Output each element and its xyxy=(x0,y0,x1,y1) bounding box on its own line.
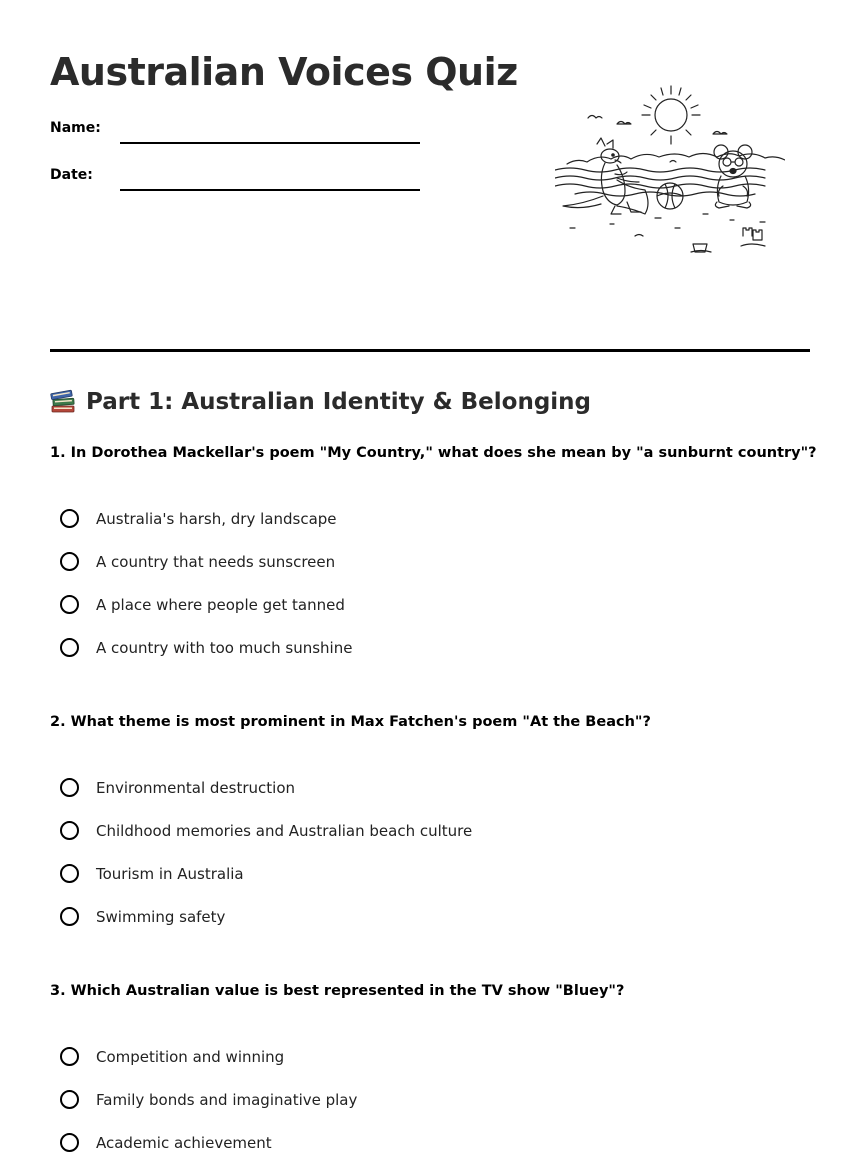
radio-button[interactable] xyxy=(60,864,79,883)
answer-option-label: Family bonds and imaginative play xyxy=(96,1090,358,1109)
radio-button[interactable] xyxy=(60,821,79,840)
answer-option-label: Tourism in Australia xyxy=(96,864,244,883)
page-title: Australian Voices Quiz xyxy=(50,50,518,94)
header-divider xyxy=(50,349,810,352)
answer-option[interactable] xyxy=(60,583,352,626)
answer-option[interactable] xyxy=(60,809,472,852)
kangaroo-koala-beach-illustration xyxy=(555,78,785,260)
answer-option[interactable] xyxy=(60,1078,357,1121)
answer-option[interactable] xyxy=(60,626,352,669)
radio-button[interactable] xyxy=(60,907,79,926)
answer-option[interactable] xyxy=(60,766,472,809)
answer-option-label: Academic achievement xyxy=(96,1133,272,1152)
answer-option-label: A place where people get tanned xyxy=(96,595,345,614)
books-icon xyxy=(50,389,76,415)
question-1-options xyxy=(60,497,352,669)
question-3 xyxy=(50,983,810,1152)
answer-option-label: A country that needs sunscreen xyxy=(96,552,336,571)
question-3-text: 3. Which Australian value is best represented in the TV show "Bluey"? xyxy=(50,983,625,999)
question-1 xyxy=(50,445,817,657)
question-2 xyxy=(50,714,810,926)
radio-button[interactable] xyxy=(60,778,79,797)
date-field[interactable] xyxy=(50,167,430,191)
answer-option[interactable] xyxy=(60,497,352,540)
question-2-options xyxy=(60,766,472,938)
answer-option[interactable] xyxy=(60,1035,357,1078)
answer-option[interactable] xyxy=(60,1121,357,1164)
answer-option-label: Australia's harsh, dry landscape xyxy=(96,509,337,528)
name-line[interactable] xyxy=(120,122,420,144)
radio-button[interactable] xyxy=(60,509,79,528)
question-2-text: 2. What theme is most prominent in Max Fatchen's poem "At the Beach"? xyxy=(50,714,651,730)
date-line[interactable] xyxy=(120,169,420,191)
question-3-options xyxy=(60,1035,357,1164)
answer-option-label: Environmental destruction xyxy=(96,778,296,797)
section-title-text: Part 1: Australian Identity & Belonging xyxy=(86,389,592,415)
answer-option-label: Childhood memories and Australian beach culture xyxy=(96,821,473,840)
section-title-part-1 xyxy=(50,389,591,415)
answer-option-label: Competition and winning xyxy=(96,1047,285,1066)
date-label: Date: xyxy=(50,167,93,183)
radio-button[interactable] xyxy=(60,1133,79,1152)
answer-option-label: Swimming safety xyxy=(96,907,226,926)
name-field[interactable] xyxy=(50,120,430,144)
answer-option[interactable] xyxy=(60,540,352,583)
answer-option-label: A country with too much sunshine xyxy=(96,638,353,657)
name-label: Name: xyxy=(50,120,101,136)
answer-option[interactable] xyxy=(60,895,472,938)
radio-button[interactable] xyxy=(60,638,79,657)
radio-button[interactable] xyxy=(60,1047,79,1066)
radio-button[interactable] xyxy=(60,595,79,614)
radio-button[interactable] xyxy=(60,1090,79,1109)
question-1-text: 1. In Dorothea Mackellar's poem "My Country," what does she mean by "a sunburnt country"? xyxy=(50,445,817,461)
radio-button[interactable] xyxy=(60,552,79,571)
answer-option[interactable] xyxy=(60,852,472,895)
